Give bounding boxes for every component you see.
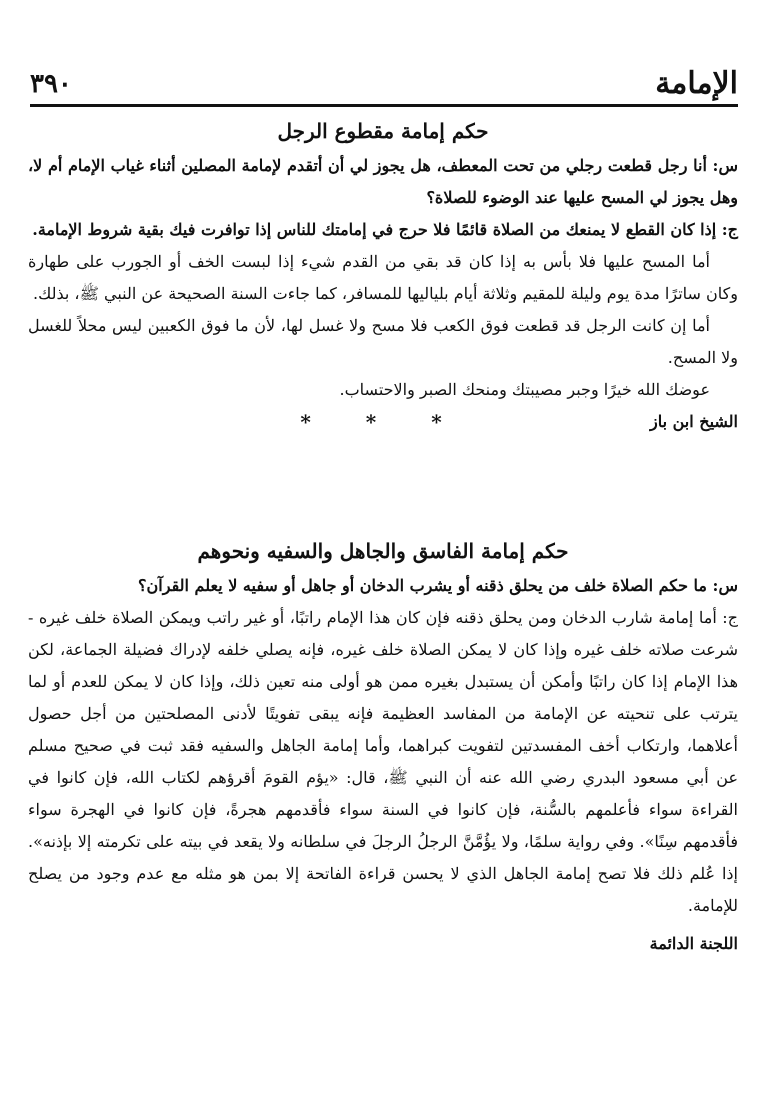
signature: الشيخ ابن باز: [649, 412, 738, 431]
question: س: ما حكم الصلاة خلف من يحلق ذقنه أو يشرب الدخان أو جاهل أو سفيه لا يعلم القرآن؟: [138, 576, 738, 595]
header-rule: [30, 104, 738, 107]
paragraph-above-ankle: أما إن كانت الرجل قد قطعت فوق الكعب فلا مسح ولا غسل لها، لأن ما فوق الكعبين ليس محلاً للغسل ولا المسح.: [28, 316, 738, 367]
signature-row: [28, 406, 738, 440]
section-amputee-imam: [28, 114, 738, 440]
running-title: الإمامة: [655, 66, 738, 101]
question: س: أنا رجل قطعت رجلي من تحت المعطف، هل يجوز لي أن أتقدم لإمامة المصلين أثناء غياب الإمام أم لا، وهل يجوز لي المسح عليها عند الوضوء للصلاة؟: [28, 156, 738, 207]
section-title: حكم إمامة مقطوع الرجل: [277, 119, 489, 143]
section-separator: * * *: [300, 410, 466, 434]
section-sinner-imam: [28, 534, 738, 962]
section-title: حكم إمامة الفاسق والجاهل والسفيه ونحوهم: [197, 539, 569, 563]
answer: ج: إذا كان القطع لا يمنعك من الصلاة قائمًا فلا حرج في إمامتك للناس إذا توافرت فيك بقية شروط الإمامة.: [32, 220, 738, 239]
signature: اللجنة الدائمة: [649, 934, 738, 953]
signature-row: [28, 928, 738, 962]
paragraph-wiping: أما المسح عليها فلا بأس به إذا كان قد بقي من القدم شيء إذا لبست الخف أو الجورب على طهارة وكان ساترًا مدة يوم وليلة للمقيم وثلاثة أيام بلياليها للمسافر، كما جاءت السنة الصحيحة عن النبي ﷺ، بذلك.: [28, 252, 738, 303]
paragraph-supplication: عوضك الله خيرًا وجبر مصيبتك ومنحك الصبر والاحتساب.: [339, 380, 710, 399]
page-header: [30, 66, 738, 106]
page-number: ٣٩٠: [30, 69, 72, 99]
answer: ج: أما إمامة شارب الدخان ومن يحلق ذقنه فإن كان هذا الإمام راتبًا، أو غير راتب ويمكن الصلاة خلف غيره - شرعت صلاته خلف غيره وإذا كان لا يمكن الصلاة خلف غيره، فإنه يصلي خلفه لإدراك فضيلة الجماعة، لكن هذا الإمام إذا كان راتبًا وأمكن أن يستبدل بغيره ممن هو أولى منه تعين ذلك، وإذا كان لا يمكن للعدم أو لما يترتب على تنحيته عن الإمامة من المفاسد العظيمة فإنه يبقى تفويتًا لأدنى المصلحتين من أجل حصول أعلاهما، وارتكاب أخف المفسدتين لتفويت كبراهما، وأما إمامة الجاهل والسفيه فقد ثبت في صحيح مسلم عن أبي مسعود البدري رضي الله عنه أن النبي ﷺ، قال: «يؤم القومَ أقرؤهم لكتاب الله، فإن كانوا في القراءة سواء فأعلمهم بالسُّنة، فإن كانوا في السنة سواء فأقدمهم هجرةً، فإن كانوا في الهجرة سواء فأقدمهم سِنًا». وفي رواية سلمًا، ولا يؤُمَّنَّ الرجلُ الرجلَ في سلطانه ولا يقعد في بيته على تكرمته إلا بإذنه». إذا عُلم ذلك فلا تصح إمامة الجاهل الذي لا يحسن قراءة الفاتحة إلا بمن هو مثله مع عدم وجود من يصلح للإمامة.: [28, 608, 739, 915]
